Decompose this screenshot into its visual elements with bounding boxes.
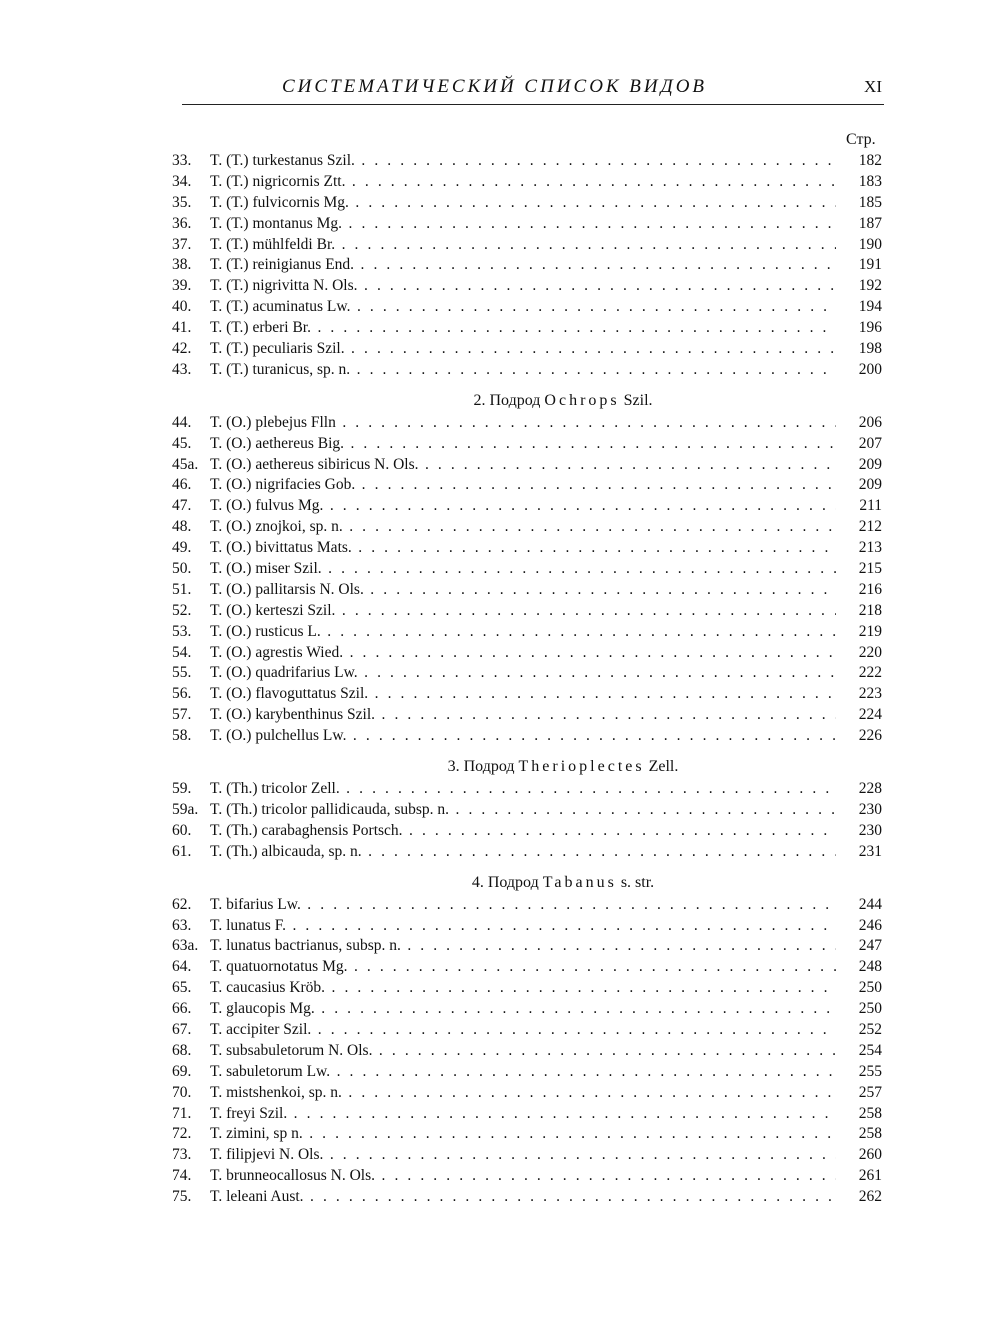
list-item <box>172 779 884 800</box>
list-item <box>172 455 884 476</box>
entry-page: 194 <box>858 298 882 316</box>
species-name: T. brunneocallosus N. Ols. . . . <box>210 1166 836 1187</box>
list-item <box>172 276 884 297</box>
list-item <box>172 643 884 664</box>
species-name: T. (O.) rusticus L. . . . <box>210 622 836 643</box>
species-name: T. (T.) mühlfeldi Br. . . . <box>210 235 836 256</box>
list-item <box>172 339 884 360</box>
list-item <box>172 559 884 580</box>
list-item <box>172 517 884 538</box>
page-column-label: Стр. <box>846 131 876 148</box>
species-name: T. lunatus bactrianus, subsp. n. . . . <box>210 936 836 957</box>
entry-page: 230 <box>858 800 882 818</box>
entry-page: 258 <box>858 1125 882 1143</box>
entry-page: 211 <box>859 497 882 515</box>
entry-number: 55. <box>172 664 192 682</box>
species-name: T. (O.) znojkoi, sp. n. . . . <box>210 517 836 538</box>
list-item <box>172 1104 884 1125</box>
entry-number: 70. <box>172 1083 192 1101</box>
entry-page: 183 <box>858 172 882 190</box>
entry-page: 223 <box>858 685 882 703</box>
section-prefix: 2. Подрод <box>473 391 541 409</box>
list-item <box>172 235 884 256</box>
entry-number: 73. <box>172 1146 192 1164</box>
entry-page: 212 <box>858 518 882 536</box>
entry-page: 230 <box>858 821 882 839</box>
entry-page: 260 <box>858 1146 882 1164</box>
entry-page: 191 <box>858 256 882 274</box>
species-name: T. (O.) fulvus Mg. . . . <box>210 496 836 517</box>
entries-group-3 <box>172 779 884 863</box>
entry-page: 196 <box>858 319 882 337</box>
species-name: T. (T.) turkestanus Szil. . . . <box>210 151 836 172</box>
species-name: T. (O.) flavoguttatus Szil. . . . <box>210 684 836 705</box>
list-item <box>172 1166 884 1187</box>
entry-page: 218 <box>858 601 882 619</box>
species-name: T. freyi Szil. . . . <box>210 1104 836 1125</box>
entry-number: 40. <box>172 298 192 316</box>
section-genus: Tabanus <box>542 873 617 891</box>
entry-number: 65. <box>172 979 192 997</box>
species-name: T. (T.) nigrivitta N. Ols. . . . <box>210 276 836 297</box>
entry-page: 198 <box>858 340 882 358</box>
entry-page: 250 <box>858 979 882 997</box>
list-item <box>172 663 884 684</box>
list-item <box>172 726 884 747</box>
entry-number: 38. <box>172 256 192 274</box>
species-name: T. accipiter Szil. . . . <box>210 1020 836 1041</box>
entry-number: 63. <box>172 916 192 934</box>
entry-number: 59. <box>172 780 192 798</box>
entry-page: 222 <box>858 664 882 682</box>
entry-page: 185 <box>858 193 882 211</box>
list-item <box>172 172 884 193</box>
entry-page: 252 <box>858 1020 882 1038</box>
section-heading-ochrops <box>172 381 884 413</box>
entry-page: 231 <box>858 842 882 860</box>
species-name: T. lunatus F. . . . <box>210 916 836 937</box>
entries-group-2 <box>172 413 884 747</box>
entry-number: 35. <box>172 193 192 211</box>
entry-number: 48. <box>172 518 192 536</box>
list-item <box>172 978 884 999</box>
list-item <box>172 1083 884 1104</box>
list-item <box>172 705 884 726</box>
entry-page: 261 <box>858 1167 882 1185</box>
entries-group-1 <box>172 151 884 381</box>
list-item <box>172 434 884 455</box>
entry-page: 207 <box>858 434 882 452</box>
entry-page: 209 <box>858 476 882 494</box>
species-name: T. (T.) nigricornis Ztt. . . . <box>210 172 836 193</box>
entry-number: 34. <box>172 172 192 190</box>
entry-page: 224 <box>858 706 882 724</box>
entry-number: 57. <box>172 706 192 724</box>
entry-number: 46. <box>172 476 192 494</box>
list-item <box>172 538 884 559</box>
entry-page: 226 <box>858 727 882 745</box>
species-name: T. (O.) aethereus sibiricus N. Ols. . . . <box>210 455 836 476</box>
entry-number: 44. <box>172 413 192 431</box>
entry-page: 200 <box>858 360 882 378</box>
page-number: XI <box>864 77 882 96</box>
list-item <box>172 1145 884 1166</box>
list-item <box>172 999 884 1020</box>
entry-page: 216 <box>858 580 882 598</box>
section-heading-tabanus <box>172 863 884 895</box>
entry-number: 51. <box>172 580 192 598</box>
species-name: T. (T.) turanicus, sp. n. . . . <box>210 360 836 381</box>
entry-number: 54. <box>172 643 192 661</box>
entry-number: 41. <box>172 319 192 337</box>
list-item <box>172 413 884 434</box>
list-item <box>172 151 884 172</box>
entry-number: 42. <box>172 340 192 358</box>
entry-number: 47. <box>172 497 192 515</box>
species-name: T. (T.) erberi Br. . . . <box>210 318 836 339</box>
entry-number: 71. <box>172 1104 192 1122</box>
list-item <box>172 496 884 517</box>
list-item <box>172 193 884 214</box>
entry-page: 209 <box>858 455 882 473</box>
entry-page: 215 <box>858 560 882 578</box>
species-name: T. (O.) karybenthinus Szil. . . . <box>210 705 836 726</box>
running-title: СИСТЕМАТИЧЕСКИЙ СПИСОК ВИДОВ <box>282 76 708 97</box>
entry-number: 45. <box>172 434 192 452</box>
species-name: T. sabuletorum Lw. . . . <box>210 1062 836 1083</box>
list-item <box>172 1020 884 1041</box>
species-name: T. (O.) bivittatus Mats. . . . <box>210 538 836 559</box>
entry-number: 39. <box>172 277 192 295</box>
species-name: T. (O.) plebejus Flln . . . <box>210 413 836 434</box>
section-heading-therioplectes <box>172 747 884 779</box>
entry-page: 228 <box>858 780 882 798</box>
entry-number: 74. <box>172 1167 192 1185</box>
entry-page: 248 <box>858 958 882 976</box>
entry-page: 220 <box>858 643 882 661</box>
entry-number: 61. <box>172 842 192 860</box>
entry-number: 66. <box>172 1000 192 1018</box>
species-name: T. quatuornotatus Mg. . . . <box>210 957 836 978</box>
species-name: T. (T.) fulvicornis Mg. . . . <box>210 193 836 214</box>
entry-page: 187 <box>858 214 882 232</box>
entries-group-4 <box>172 895 884 1208</box>
entry-number: 52. <box>172 601 192 619</box>
entry-page: 246 <box>858 916 882 934</box>
entry-page: 244 <box>858 895 882 913</box>
entry-page: 257 <box>858 1083 882 1101</box>
species-name: T. (Th.) tricolor Zell. . . . <box>210 779 836 800</box>
list-item <box>172 684 884 705</box>
list-item <box>172 580 884 601</box>
species-name: T. (O.) miser Szil. . . . <box>210 559 836 580</box>
section-genus: Therioplectes <box>518 758 645 776</box>
list-item <box>172 601 884 622</box>
species-name: T. (O.) pulchellus Lw. . . . <box>210 726 836 747</box>
entry-number: 49. <box>172 539 192 557</box>
list-item <box>172 1124 884 1145</box>
entry-page: 247 <box>858 937 882 955</box>
entry-page: 255 <box>858 1062 882 1080</box>
entry-number: 53. <box>172 622 192 640</box>
entry-number: 43. <box>172 360 192 378</box>
list-item <box>172 821 884 842</box>
entry-number: 67. <box>172 1020 192 1038</box>
entry-page: 262 <box>858 1188 882 1206</box>
species-name: T. (O.) pallitarsis N. Ols. . . . <box>210 580 836 601</box>
entry-number: 37. <box>172 235 192 253</box>
species-name: T. mistshenkoi, sp. n. . . . <box>210 1083 836 1104</box>
entry-number: 75. <box>172 1188 192 1206</box>
entry-number: 69. <box>172 1062 192 1080</box>
species-name: T. subsabuletorum N. Ols. . . . <box>210 1041 836 1062</box>
entry-number: 56. <box>172 685 192 703</box>
species-name: T. (O.) agrestis Wied. . . . <box>210 643 836 664</box>
entry-number: 58. <box>172 727 192 745</box>
entry-number: 36. <box>172 214 192 232</box>
entry-number: 63a. <box>172 937 199 955</box>
entry-page: 182 <box>858 152 882 169</box>
list-item <box>172 895 884 916</box>
section-author: Zell. <box>648 758 679 776</box>
entry-number: 68. <box>172 1041 192 1059</box>
species-name: T. (Th.) albicauda, sp. n. . . . <box>210 842 836 863</box>
list-item <box>172 800 884 821</box>
species-name: T. (O.) quadrifarius Lw. . . . <box>210 663 836 684</box>
entry-page: 192 <box>858 277 882 295</box>
species-name: T. bifarius Lw. . . . <box>210 895 836 916</box>
species-name: T. (O.) nigrifacies Gob. . . . <box>210 475 836 496</box>
list-item <box>172 318 884 339</box>
section-prefix: 4. Подрод <box>471 873 539 891</box>
entry-number: 64. <box>172 958 192 976</box>
entry-number: 33. <box>172 152 192 169</box>
species-name: T. (O.) aethereus Big. . . . <box>210 434 836 455</box>
list-item <box>172 957 884 978</box>
entry-number: 59a. <box>172 800 199 818</box>
species-list <box>172 151 884 1208</box>
species-name: T. (T.) reinigianus End. . . . <box>210 255 836 276</box>
species-name: T. (Th.) tricolor pallidicauda, subsp. n. . . . <box>210 800 836 821</box>
entry-number: 62. <box>172 895 192 913</box>
species-name: T. glaucopis Mg. . . . <box>210 999 836 1020</box>
list-item <box>172 475 884 496</box>
page-header <box>182 74 884 105</box>
section-author: s. str. <box>620 873 655 891</box>
species-name: T. (Th.) carabaghensis Portsch. . . . <box>210 821 836 842</box>
list-item <box>172 842 884 863</box>
list-item <box>172 622 884 643</box>
entry-page: 219 <box>858 622 882 640</box>
entry-page: 254 <box>858 1041 882 1059</box>
section-prefix: 3. Подрод <box>447 758 515 776</box>
entry-number: 50. <box>172 560 192 578</box>
section-genus: Ochrops <box>544 391 620 409</box>
list-item <box>172 936 884 957</box>
species-name: T. (T.) peculiaris Szil. . . . <box>210 339 836 360</box>
species-name: T. (T.) acuminatus Lw. . . . <box>210 297 836 318</box>
species-name: T. (T.) montanus Mg. . . . <box>210 214 836 235</box>
entry-number: 60. <box>172 821 192 839</box>
list-item <box>172 214 884 235</box>
list-item <box>172 916 884 937</box>
entry-number: 45a. <box>172 455 199 473</box>
species-name: T. caucasius Kröb. . . . <box>210 978 836 999</box>
entry-page: 258 <box>858 1104 882 1122</box>
list-item <box>172 1062 884 1083</box>
entry-number: 72. <box>172 1125 192 1143</box>
list-item <box>172 255 884 276</box>
entry-page: 206 <box>858 413 882 431</box>
species-name: T. zimini, sp n. . . . <box>210 1124 836 1145</box>
entry-page: 190 <box>858 235 882 253</box>
entry-page: 250 <box>858 1000 882 1018</box>
entry-page: 213 <box>858 539 882 557</box>
list-item <box>172 1041 884 1062</box>
section-author: Szil. <box>623 391 653 409</box>
species-name: T. leleani Aust. . . . <box>210 1187 836 1208</box>
list-item <box>172 1187 884 1208</box>
list-item <box>172 360 884 381</box>
species-name: T. (O.) kerteszi Szil. . . . <box>210 601 836 622</box>
species-name: T. filipjevi N. Ols. . . . <box>210 1145 836 1166</box>
list-item <box>172 297 884 318</box>
